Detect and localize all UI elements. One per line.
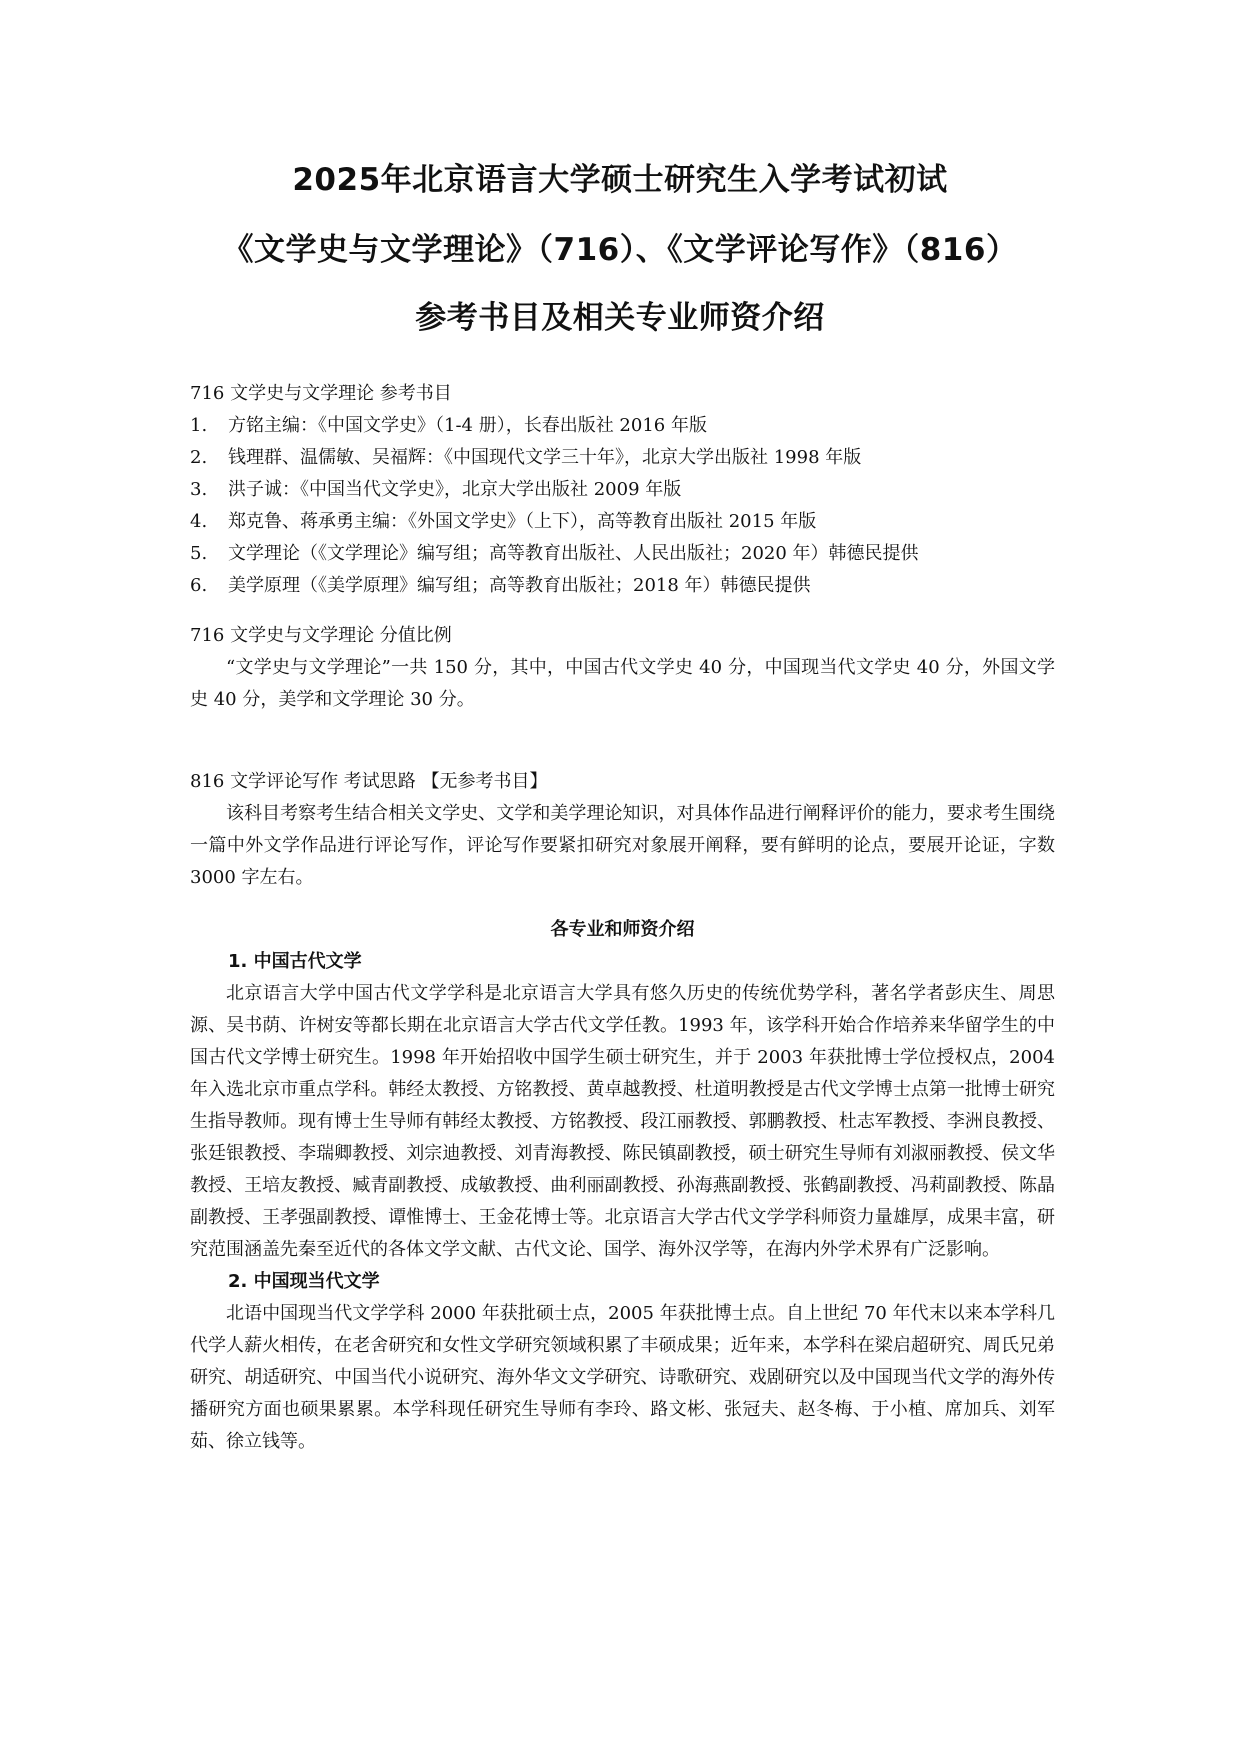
list-item <box>190 474 1055 506</box>
section-716-scores-heading: 716 文学史与文学理论 分值比例 <box>190 625 452 646</box>
list-item-text: 文学理论（《文学理论》编写组；高等教育出版社、人民出版社；2020 年）韩德民提供 <box>228 543 919 564</box>
list-item-number: 6. <box>190 575 208 596</box>
major-title-modern-literature: 2. 中国现当代文学 <box>228 1271 380 1292</box>
title-line-1: 2025年北京语言大学硕士研究生入学考试初试 <box>292 162 948 198</box>
section-716-books-heading: 716 文学史与文学理论 参考书目 <box>190 383 452 404</box>
list-item <box>190 442 1055 474</box>
major-body-ancient-literature: 北京语言大学中国古代文学学科是北京语言大学具有悠久历史的传统优势学科，著名学者彭庆生、周思源、吴书荫、许树安等都长期在北京语言大学古代文学任教。1993 年，该学科开始合作培养来华留学生的中国古代文学博士研究生。1998 年开始招收中国学生硕士研究生，并于 2003 年获批博士学位授权点，2004 年入选北京市重点学科。韩经太教授、方铭教授、黄卓越教授、杜道明教授是古代文学博士点第一批博士研究生指导教师。现有博士生导师有韩经太教授、方铭教授、段江丽教授、郭鹏教授、杜志军教授、李洲良教授、张廷银教授、李瑞卿教授、刘宗迪教授、刘青海教授、陈民镇副教授，硕士研究生导师有刘淑丽教授、侯文华教授、王培友教授、臧青副教授、成敏教授、曲利丽副教授、孙海燕副教授、张鹤副教授、冯莉副教授、陈晶副教授、王孝强副教授、谭惟博士、王金花博士等。北京语言大学古代文学学科师资力量雄厚，成果丰富，研究范围涵盖先秦至近代的各体文学文献、古代文论、国学、海外汉学等，在海内外学术界有广泛影响。 <box>190 983 1055 1260</box>
list-item-number: 1. <box>190 415 208 436</box>
list-item-number: 4. <box>190 511 208 532</box>
title-line-2: 《文学史与文学理论》（716）、《文学评论写作》（816） <box>222 232 1018 268</box>
section-716-scores-body: “文学史与文学理论”一共 150 分，其中，中国古代文学史 40 分，中国现当代文学史 40 分，外国文学史 40 分，美学和文学理论 30 分。 <box>190 657 1055 710</box>
list-item <box>190 538 1055 570</box>
list-item-text: 洪子诚：《中国当代文学史》，北京大学出版社 2009 年版 <box>228 479 682 500</box>
list-item-number: 2. <box>190 447 208 468</box>
section-816-heading: 816 文学评论写作 考试思路 【无参考书目】 <box>190 771 548 792</box>
list-item-text: 钱理群、温儒敏、吴福辉：《中国现代文学三十年》，北京大学出版社 1998 年版 <box>228 447 862 468</box>
list-item-number: 5. <box>190 543 208 564</box>
major-body-modern-literature: 北语中国现当代文学学科 2000 年获批硕士点，2005 年获批博士点。自上世纪 70 年代末以来本学科几代学人薪火相传，在老舍研究和女性文学研究领域积累了丰硕成果；近年来，本学科在梁启超研究、周氏兄弟研究、胡适研究、中国当代小说研究、海外华文文学研究、诗歌研究、戏剧研究以及中国现当代文学的海外传播研究方面也硕果累累。本学科现任研究生导师有李玲、路文彬、张冠夫、赵冬梅、于小植、席加兵、刘军茹、徐立钱等。 <box>190 1303 1055 1452</box>
list-item-number: 3. <box>190 479 208 500</box>
list-item-text: 郑克鲁、蒋承勇主编：《外国文学史》（上下），高等教育出版社 2015 年版 <box>228 511 817 532</box>
document-body <box>190 378 1055 1458</box>
list-item <box>190 506 1055 538</box>
list-item <box>190 570 1055 602</box>
list-item <box>190 410 1055 442</box>
section-816-body: 该科目考察考生结合相关文学史、文学和美学理论知识，对具体作品进行阐释评价的能力，要求考生围绕一篇中外文学作品进行评论写作，评论写作要紧扣研究对象展开阐释，要有鲜明的论点，要展开论证，字数 3000 字左右。 <box>190 803 1055 888</box>
faculty-heading: 各专业和师资介绍 <box>550 919 695 940</box>
major-title-ancient-literature: 1. 中国古代文学 <box>228 951 362 972</box>
list-item-text: 美学原理（《美学原理》编写组；高等教育出版社；2018 年）韩德民提供 <box>228 575 811 596</box>
title-line-3: 参考书目及相关专业师资介绍 <box>415 300 825 336</box>
list-item-text: 方铭主编：《中国文学史》（1-4 册），长春出版社 2016 年版 <box>228 415 707 436</box>
reference-book-list <box>190 410 1055 602</box>
